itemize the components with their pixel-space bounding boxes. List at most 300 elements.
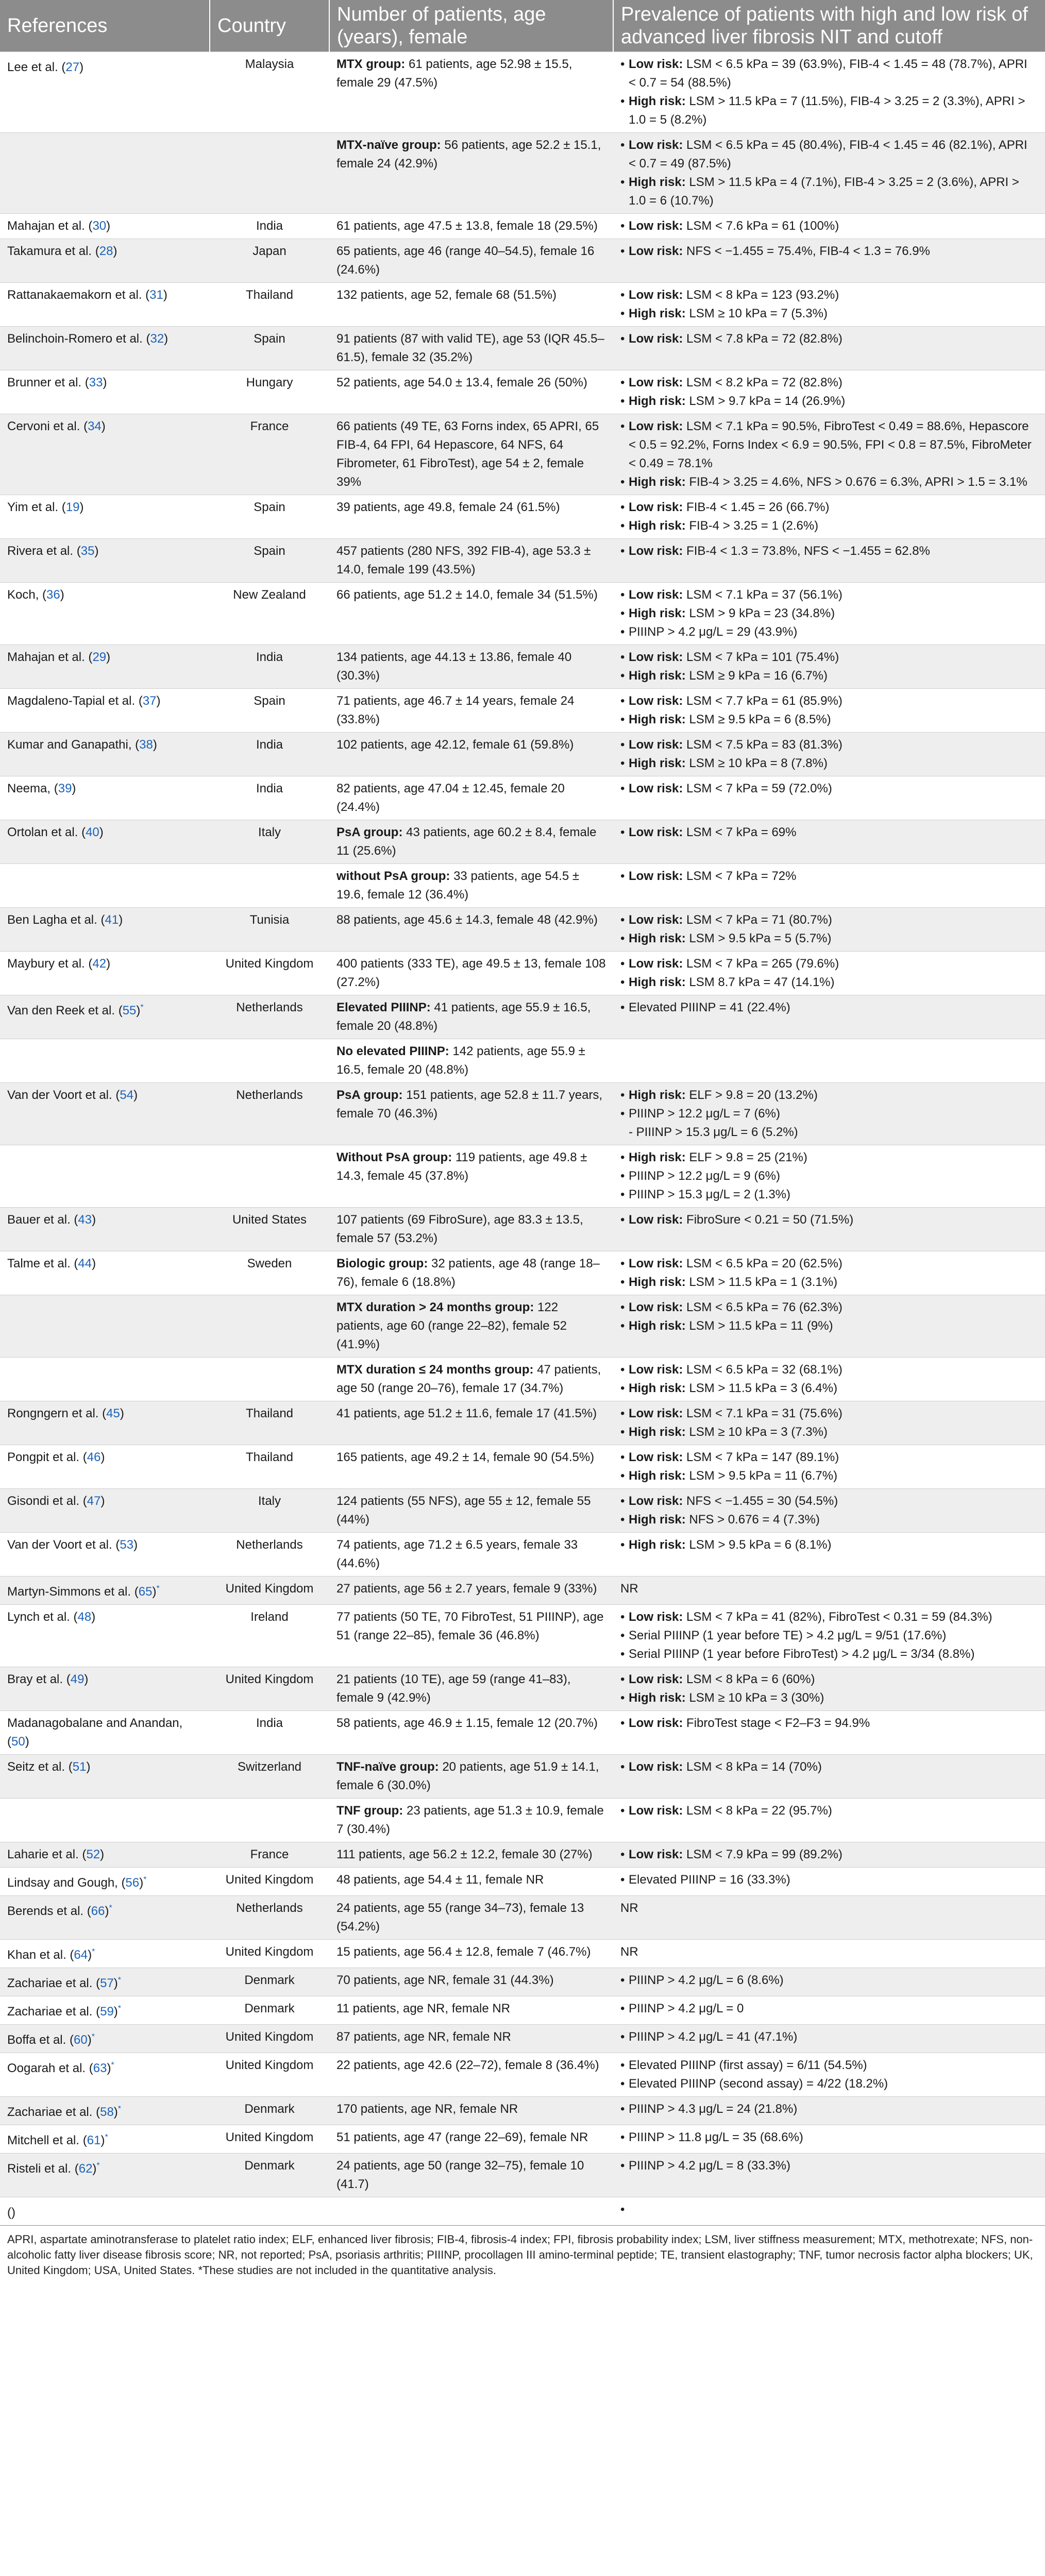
table-row (0, 539, 1045, 583)
citation-link[interactable]: 34 (88, 419, 102, 433)
risk-label: Low risk: (629, 288, 683, 302)
risk-label: Low risk: (629, 738, 683, 752)
patients-cell (329, 133, 613, 214)
risk-label: High risk: (629, 931, 686, 945)
prevalence-cell (613, 1401, 1045, 1445)
reference-cell: Magdaleno-Tapial et al. (37) (0, 689, 210, 733)
header-country: Country (210, 0, 329, 52)
risk-item (620, 1626, 1038, 1645)
prevalence-cell: NR (613, 1940, 1045, 1968)
citation-link[interactable]: 59 (100, 2005, 114, 2019)
risk-label: Low risk: (629, 782, 683, 795)
citation-link[interactable]: 27 (65, 60, 80, 74)
risk-text: - PIIINP > 15.3 μg/L = 6 (5.2%) (629, 1125, 798, 1139)
risk-item (620, 667, 1038, 685)
reference-cell (0, 1145, 210, 1208)
patients-text: 66 patients (49 TE, 63 Forns index, 65 APRI, 65 FIB-4, 64 FPI, 64 Hepascore, 64 NFS, 64 Fibrometer, 61 FibroTest), age 54 ± 2, female 39% (336, 419, 599, 489)
reference-cell: Khan et al. (64)* (0, 1940, 210, 1968)
prevalence-cell (613, 733, 1045, 776)
prevalence-cell (613, 864, 1045, 908)
reference-cell (0, 1039, 210, 1083)
table-row (0, 52, 1045, 133)
country-cell: Japan (210, 239, 329, 283)
risk-label: High risk: (629, 975, 686, 989)
patients-text: 23 patients, age 51.3 ± 10.9, female 7 (30.4%) (336, 1804, 604, 1836)
citation-link[interactable]: 47 (87, 1494, 101, 1508)
risk-label: Low risk: (629, 1672, 683, 1686)
reference-name: Ben Lagha et al. (7, 913, 97, 927)
citation-link[interactable]: 28 (99, 244, 113, 258)
risk-text: PIIINP > 4.2 μg/L = 41 (47.1%) (629, 2030, 798, 2044)
risk-item (620, 1255, 1038, 1273)
citation-link[interactable]: 66 (91, 1904, 105, 1918)
reference-cell: Maybury et al. (42) (0, 952, 210, 995)
citation-link[interactable]: 61 (87, 2133, 101, 2147)
table-row (0, 1996, 1045, 2025)
reference-cell (0, 1295, 210, 1358)
patients-text: 87 patients, age NR, female NR (336, 2030, 511, 2044)
risk-label: Low risk: (629, 825, 683, 839)
citation-link[interactable]: 29 (92, 650, 107, 664)
table-row (0, 1358, 1045, 1401)
reference-name: Rongngern et al. (7, 1406, 99, 1420)
patients-text: 65 patients, age 46 (range 40–54.5), female 16 (24.6%) (336, 244, 595, 277)
patients-cell (329, 1996, 613, 2025)
citation-link[interactable]: 58 (100, 2105, 114, 2119)
reference-name: Maybury et al. (7, 957, 85, 971)
risk-label: Low risk: (629, 957, 683, 971)
patients-cell (329, 1251, 613, 1295)
reference-name: Brunner et al. (7, 376, 82, 389)
country-cell (210, 133, 329, 214)
reference-name: Pongpit et al. (7, 1450, 80, 1464)
prevalence-cell (613, 1445, 1045, 1489)
exclusion-marker: * (91, 2032, 95, 2041)
citation-link[interactable]: 50 (11, 1735, 25, 1749)
patients-cell (329, 1208, 613, 1251)
prevalence-cell (613, 2197, 1045, 2226)
table-row (0, 820, 1045, 864)
patients-cell (329, 495, 613, 539)
risk-label: High risk: (629, 394, 686, 408)
citation-link[interactable]: 57 (100, 1976, 114, 1990)
risk-item (620, 1123, 1038, 1142)
group-label: Without PsA group: (336, 1150, 452, 1164)
citation-link[interactable]: 37 (142, 694, 157, 708)
citation-link[interactable]: 39 (58, 782, 72, 795)
risk-text: PIIINP > 12.2 μg/L = 7 (6%) (629, 1107, 780, 1121)
risk-label: Low risk: (629, 419, 683, 433)
risk-item (620, 911, 1038, 929)
patients-cell (329, 1755, 613, 1799)
table-row (0, 1868, 1045, 1896)
prevalence-cell (613, 2097, 1045, 2125)
risk-item (620, 473, 1038, 492)
patients-cell (329, 952, 613, 995)
country-cell (210, 1295, 329, 1358)
risk-label: Low risk: (629, 376, 683, 389)
risk-text: LSM < 7 kPa = 147 (89.1%) (683, 1450, 839, 1464)
citation-link[interactable]: 62 (78, 2162, 93, 2176)
reference-name: Khan et al. (7, 1948, 66, 1962)
country-cell (210, 1799, 329, 1842)
country-cell: France (210, 414, 329, 495)
risk-item (620, 1211, 1038, 1229)
patients-text: 74 patients, age 71.2 ± 6.5 years, female 33 (44.6%) (336, 1538, 578, 1570)
patients-text: 48 patients, age 54.4 ± 11, female NR (336, 1873, 544, 1887)
citation-link[interactable]: 40 (86, 825, 99, 839)
reference-name: Gisondi et al. (7, 1494, 80, 1508)
patients-text: 124 patients (55 NFS), age 55 ± 12, female 55 (44%) (336, 1494, 591, 1527)
citation-link[interactable]: 42 (92, 957, 107, 971)
risk-text: LSM < 7.1 kPa = 31 (75.6%) (683, 1406, 842, 1420)
reference-name: Van der Voort et al. (7, 1538, 112, 1552)
country-cell: United Kingdom (210, 1667, 329, 1711)
prevalence-cell (613, 1489, 1045, 1533)
patients-cell (329, 414, 613, 495)
reference-cell: Kumar and Ganapathi, (38) (0, 733, 210, 776)
risk-text: FibroSure < 0.21 = 50 (71.5%) (683, 1213, 854, 1227)
country-cell: Italy (210, 1489, 329, 1533)
risk-item (620, 736, 1038, 754)
citation-link[interactable]: 43 (78, 1213, 92, 1227)
patients-text: 52 patients, age 54.0 ± 13.4, female 26 (50%) (336, 376, 587, 389)
reference-name: Lee et al. (7, 60, 58, 74)
risk-text: Elevated PIIINP = 41 (22.4%) (629, 1001, 790, 1014)
group-label: Biologic group: (336, 1257, 428, 1270)
reference-cell: Brunner et al. (33) (0, 370, 210, 414)
citation-link[interactable]: 19 (65, 500, 80, 514)
patients-text: 151 patients, age 52.8 ± 11.7 years, female 70 (46.3%) (336, 1088, 603, 1121)
reference-cell: Gisondi et al. (47) (0, 1489, 210, 1533)
citation-link[interactable]: 45 (106, 1406, 120, 1420)
country-cell: India (210, 733, 329, 776)
table-row (0, 1896, 1045, 1940)
prevalence-cell (613, 283, 1045, 327)
reference-cell: Talme et al. (44) (0, 1251, 210, 1295)
prevalence-cell (613, 539, 1045, 583)
reference-name: Talme et al. (7, 1257, 71, 1270)
patients-cell (329, 689, 613, 733)
citation-link[interactable]: 60 (73, 2033, 88, 2047)
risk-label: Low risk: (629, 913, 683, 927)
risk-label: High risk: (629, 1691, 686, 1705)
risk-label: Low risk: (629, 500, 683, 514)
patients-cell (329, 327, 613, 370)
risk-item (620, 692, 1038, 710)
risk-item (620, 1871, 1038, 1889)
risk-label: Low risk: (629, 244, 683, 258)
risk-text: LSM < 6.5 kPa = 39 (63.9%), FIB-4 < 1.45 = 48 (78.7%), APRI < 0.7 = 54 (88.5%) (629, 57, 1027, 90)
patients-cell (329, 52, 613, 133)
citation-link[interactable]: 32 (150, 332, 164, 346)
patients-text: 20 patients, age 51.9 ± 14.1, female 6 (30.0%) (336, 1760, 599, 1792)
risk-item (620, 1298, 1038, 1317)
country-cell: Netherlands (210, 1083, 329, 1145)
patients-text: 88 patients, age 45.6 ± 14.3, female 48 (42.9%) (336, 913, 598, 927)
risk-label: Low risk: (629, 1300, 683, 1314)
patients-text: 165 patients, age 49.2 ± 14, female 90 (54.5%) (336, 1450, 595, 1464)
patients-text: 51 patients, age 47 (range 22–69), female NR (336, 2130, 588, 2144)
risk-item (620, 1802, 1038, 1820)
risk-label: Low risk: (629, 1760, 683, 1774)
citation-link[interactable]: 56 (125, 1876, 140, 1890)
patients-text: 41 patients, age 51.2 ± 11.6, female 17 (41.5%) (336, 1406, 597, 1420)
risk-item (620, 1492, 1038, 1511)
reference-cell: Madanagobalane and Anandan, (50) (0, 1711, 210, 1755)
citation-link[interactable]: 52 (86, 1848, 100, 1861)
country-cell: Denmark (210, 1996, 329, 2025)
prevalence-cell (613, 1799, 1045, 1842)
risk-text: LSM > 9.5 kPa = 11 (6.7%) (685, 1469, 838, 1483)
risk-item (620, 330, 1038, 348)
reference-cell: Ortolan et al. (40) (0, 820, 210, 864)
risk-item (620, 998, 1038, 1017)
reference-name: Mahajan et al. (7, 650, 85, 664)
risk-text: LSM ≥ 9.5 kPa = 6 (8.5%) (685, 713, 831, 726)
patients-cell (329, 239, 613, 283)
patients-cell (329, 1968, 613, 1996)
citation-link[interactable]: 65 (138, 1585, 153, 1599)
risk-item (620, 2100, 1038, 2119)
citation-link[interactable]: 31 (149, 288, 163, 302)
prevalence-cell (613, 2053, 1045, 2097)
citation-link[interactable]: 64 (74, 1948, 88, 1962)
patients-text: 41 patients, age 55.9 ± 16.5, female 20 (48.8%) (336, 1001, 591, 1033)
reference-cell: Cervoni et al. (34) (0, 414, 210, 495)
prevalence-cell (613, 1667, 1045, 1711)
risk-text: LSM < 6.5 kPa = 32 (68.1%) (683, 1363, 842, 1377)
table-row (0, 1533, 1045, 1577)
table-row (0, 2053, 1045, 2097)
prevalence-cell (613, 370, 1045, 414)
risk-text: FIB-4 < 1.3 = 73.8%, NFS < −1.455 = 62.8% (683, 544, 930, 558)
patients-text: 77 patients (50 TE, 70 FibroTest, 51 PIIINP), age 51 (range 22–85), female 36 (46.8%) (336, 1610, 604, 1642)
table-row (0, 995, 1045, 1039)
risk-text: LSM > 11.5 kPa = 1 (3.1%) (685, 1275, 838, 1289)
risk-label: High risk: (629, 713, 686, 726)
reference-name: Oogarah et al. (7, 2061, 86, 2075)
risk-item (620, 2028, 1038, 2046)
prevalence-cell (613, 1868, 1045, 1896)
patients-cell (329, 1039, 613, 1083)
country-cell: United Kingdom (210, 2025, 329, 2053)
reference-cell: Rivera et al. (35) (0, 539, 210, 583)
reference-name: Lynch et al. (7, 1610, 70, 1624)
patients-cell (329, 2025, 613, 2053)
risk-item (620, 1758, 1038, 1776)
table-row (0, 864, 1045, 908)
table-row (0, 1605, 1045, 1667)
risk-text: LSM > 9 kPa = 23 (34.8%) (685, 606, 835, 620)
risk-text: LSM < 7.6 kPa = 61 (100%) (683, 219, 839, 233)
prevalence-cell: NR (613, 1577, 1045, 1605)
risk-label: Low risk: (629, 1450, 683, 1464)
country-cell: Thailand (210, 1401, 329, 1445)
risk-item (620, 779, 1038, 798)
risk-text: LSM < 7.5 kPa = 83 (81.3%) (683, 738, 842, 752)
reference-cell: () (0, 2197, 210, 2226)
risk-text: LSM < 7 kPa = 101 (75.4%) (683, 650, 839, 664)
risk-text: LSM < 6.5 kPa = 76 (62.3%) (683, 1300, 842, 1314)
prevalence-cell (613, 239, 1045, 283)
table-row (0, 776, 1045, 820)
reference-cell (0, 864, 210, 908)
reference-cell (0, 133, 210, 214)
citation-link[interactable]: 44 (78, 1257, 92, 1270)
risk-text: LSM < 8 kPa = 22 (95.7%) (683, 1804, 832, 1818)
exclusion-marker: * (92, 1947, 95, 1956)
patients-cell (329, 283, 613, 327)
risk-item (620, 1317, 1038, 1335)
patients-text: 70 patients, age NR, female 31 (44.3%) (336, 1973, 554, 1987)
risk-item (620, 1167, 1038, 1185)
citation-link[interactable]: 38 (139, 738, 153, 752)
citation-link[interactable]: 33 (89, 376, 103, 389)
patients-text: 24 patients, age 55 (range 34–73), female 13 (54.2%) (336, 1901, 584, 1934)
risk-text: LSM > 11.5 kPa = 11 (9%) (685, 1319, 833, 1333)
citation-link[interactable]: 54 (120, 1088, 134, 1102)
risk-item (620, 1608, 1038, 1626)
table-row (0, 1711, 1045, 1755)
reference-cell: Koch, (36) (0, 583, 210, 645)
table-row (0, 1145, 1045, 1208)
table-row (0, 1799, 1045, 1842)
risk-label: Low risk: (629, 138, 683, 152)
citation-link[interactable]: 48 (77, 1610, 92, 1624)
risk-text: Elevated PIIINP (second assay) = 4/22 (18.2%) (629, 2077, 888, 2091)
risk-item (620, 1645, 1038, 1664)
patients-cell (329, 1145, 613, 1208)
prevalence-cell (613, 1295, 1045, 1358)
citation-link[interactable]: 51 (72, 1760, 87, 1774)
risk-item (620, 1689, 1038, 1707)
risk-label: High risk: (629, 1319, 686, 1333)
risk-label: High risk: (629, 1425, 686, 1439)
risk-item (620, 2056, 1038, 2075)
country-cell: Denmark (210, 2154, 329, 2197)
risk-text: PIIINP > 12.2 μg/L = 9 (6%) (629, 1169, 780, 1183)
reference-name: Bray et al. (7, 1672, 63, 1686)
group-label: without PsA group: (336, 869, 450, 883)
patients-text: 15 patients, age 56.4 ± 12.8, female 7 (46.7%) (336, 1945, 591, 1959)
patients-cell (329, 776, 613, 820)
citation-link[interactable]: 30 (92, 219, 107, 233)
country-cell: Netherlands (210, 1896, 329, 1940)
table-row (0, 1208, 1045, 1251)
patients-cell (329, 1295, 613, 1358)
exclusion-marker: * (111, 2061, 114, 2070)
country-cell: India (210, 1711, 329, 1755)
patients-text: 82 patients, age 47.04 ± 12.45, female 20 (24.4%) (336, 782, 565, 814)
country-cell: India (210, 645, 329, 689)
group-label: No elevated PIIINP: (336, 1044, 449, 1058)
patients-cell (329, 2154, 613, 2197)
reference-name: Neema, (7, 782, 51, 795)
reference-name: Martyn-Simmons et al. (7, 1585, 131, 1599)
table-row (0, 1577, 1045, 1605)
reference-cell: Zachariae et al. (59)* (0, 1996, 210, 2025)
citation-link[interactable]: 36 (46, 588, 60, 602)
risk-text: Serial PIIINP (1 year before FibroTest) > 4.2 μg/L = 3/34 (8.8%) (629, 1647, 975, 1661)
risk-text: FIB-4 < 1.45 = 26 (66.7%) (683, 500, 830, 514)
patients-cell (329, 1533, 613, 1577)
reference-cell: Ben Lagha et al. (41) (0, 908, 210, 952)
citation-link[interactable]: 46 (87, 1450, 101, 1464)
reference-name: Magdaleno-Tapial et al. (7, 694, 136, 708)
risk-item (620, 304, 1038, 323)
patients-text: 61 patients, age 52.98 ± 15.5, female 29 (47.5%) (336, 57, 572, 90)
patients-text: 102 patients, age 42.12, female 61 (59.8%) (336, 738, 574, 752)
risk-label: Low risk: (629, 1257, 683, 1270)
prevalence-cell (613, 1533, 1045, 1577)
citation-link[interactable]: 53 (120, 1538, 134, 1552)
risk-item (620, 217, 1038, 235)
patients-cell (329, 1842, 613, 1868)
patients-cell (329, 583, 613, 645)
country-cell: Switzerland (210, 1755, 329, 1799)
citation-link[interactable]: 35 (80, 544, 95, 558)
risk-text: ELF > 9.8 = 25 (21%) (685, 1150, 807, 1164)
patients-cell (329, 370, 613, 414)
prevalence-cell (613, 2125, 1045, 2154)
risk-text: LSM ≥ 10 kPa = 3 (30%) (685, 1691, 824, 1705)
patients-cell (329, 1896, 613, 1940)
citation-link[interactable]: 63 (93, 2061, 107, 2075)
citation-link[interactable]: 55 (122, 1004, 137, 1018)
table-row (0, 1401, 1045, 1445)
reference-name: Bauer et al. (7, 1213, 71, 1227)
patients-text: 457 patients (280 NFS, 392 FIB-4), age 53.3 ± 14.0, female 199 (43.5%) (336, 544, 591, 577)
risk-label: Low risk: (629, 588, 683, 602)
country-cell: Italy (210, 820, 329, 864)
patients-text: 107 patients (69 FibroSure), age 83.3 ± 13.5, female 57 (53.2%) (336, 1213, 583, 1245)
exclusion-marker: * (140, 1003, 144, 1012)
country-cell: United Kingdom (210, 1577, 329, 1605)
risk-item (620, 542, 1038, 561)
risk-text: LSM > 9.7 kPa = 14 (26.9%) (685, 394, 846, 408)
reference-cell: Mitchell et al. (61)* (0, 2125, 210, 2154)
risk-item (620, 517, 1038, 535)
reference-name: Boffa et al. (7, 2033, 66, 2047)
group-label: PsA group: (336, 825, 403, 839)
reference-cell: Neema, (39) (0, 776, 210, 820)
reference-cell: Rongngern et al. (45) (0, 1401, 210, 1445)
reference-name: Cervoni et al. (7, 419, 80, 433)
risk-item (620, 1845, 1038, 1864)
risk-item (620, 1185, 1038, 1204)
risk-text: NFS > 0.676 = 4 (7.3%) (685, 1513, 820, 1527)
table-row (0, 239, 1045, 283)
patients-cell (329, 1358, 613, 1401)
citation-link[interactable]: 49 (70, 1672, 85, 1686)
reference-cell: Mahajan et al. (29) (0, 645, 210, 689)
header-references: References (0, 0, 210, 52)
table-row (0, 1489, 1045, 1533)
patients-text: 32 patients, age 48 (range 18–76), female 6 (18.8%) (336, 1257, 600, 1289)
reference-name: Takamura et al. (7, 244, 92, 258)
patients-text: 56 patients, age 52.2 ± 15.1, female 24 (42.9%) (336, 138, 601, 171)
country-cell: Tunisia (210, 908, 329, 952)
patients-cell (329, 733, 613, 776)
table-row (0, 495, 1045, 539)
country-cell (210, 1358, 329, 1401)
risk-item (620, 1999, 1038, 2018)
risk-item (620, 1379, 1038, 1398)
citation-link[interactable]: 41 (105, 913, 119, 927)
reference-name: Yim et al. (7, 500, 59, 514)
patients-text: 61 patients, age 47.5 ± 13.8, female 18 (29.5%) (336, 219, 598, 233)
